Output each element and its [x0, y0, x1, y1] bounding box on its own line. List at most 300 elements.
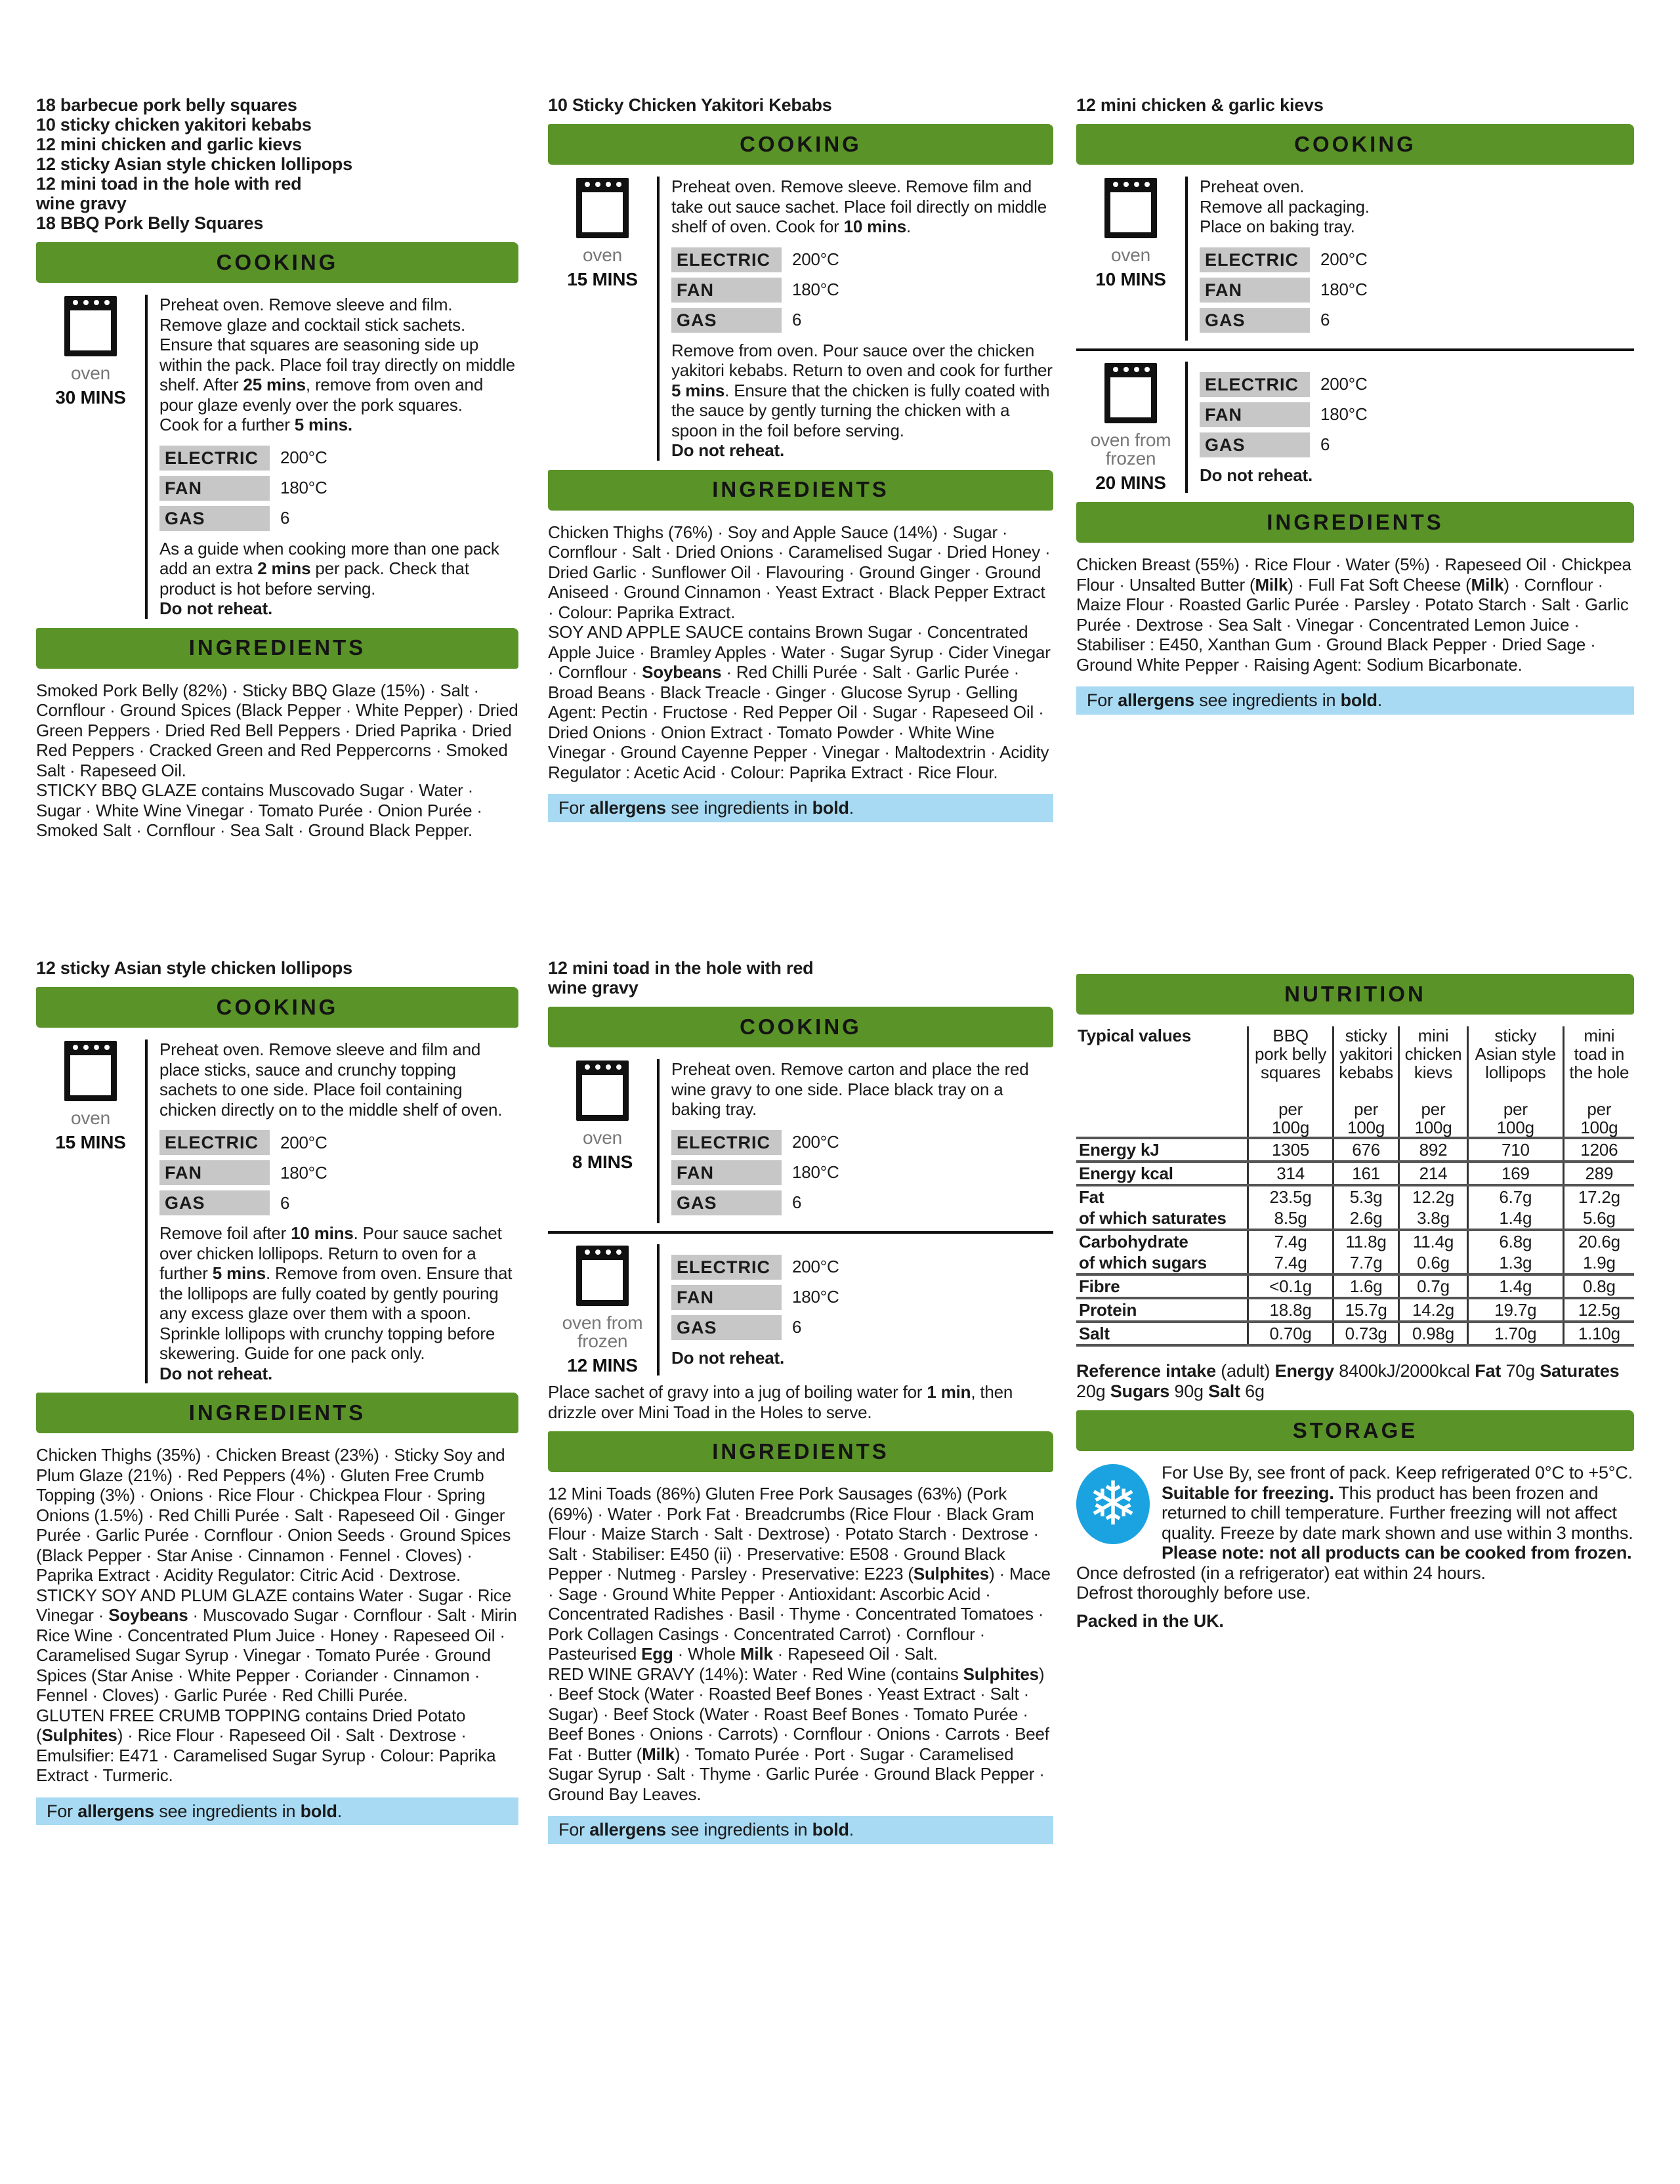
cooking-method: [548, 1231, 1053, 1376]
oven-icon: [576, 178, 629, 238]
method-icon-column: [1076, 177, 1188, 341]
cooking-time: 15 MINS: [55, 1132, 126, 1152]
nutrient-value: 18.8g: [1248, 1298, 1334, 1322]
temperature-table: [1200, 369, 1634, 460]
column-header: BBQ pork belly squares per 100g: [1248, 1026, 1334, 1138]
product-panel: [1076, 95, 1634, 715]
text-run: ) · Cornflour · Maize Flour · Roasted Garlic Purée · Parsley · Potato Starch · Salt · Garlic Purée · Dextrose · Sea Salt · Vinegar · Concentrated Lemon Juice · Stabiliser : E450, Xanthan Gum · Ground Black Pepper · Dried Sage · Ground White Pepper · Raising Agent: Sodium Bicarbonate.: [1076, 574, 1629, 675]
nutrient-value: 17.2g: [1563, 1185, 1634, 1208]
text-run: see ingredients in: [1194, 690, 1341, 710]
oven-type: ELECTRIC: [1200, 372, 1310, 397]
nutrient-value: 19.7g: [1467, 1298, 1563, 1322]
temperature-value: 180°C: [792, 1287, 839, 1307]
text-run: 6g: [1240, 1381, 1265, 1401]
ingredients-banner: INGREDIENTS: [1076, 502, 1634, 543]
text-run: . Pour sauce sachet over chicken lollipops. Return to oven for a further: [159, 1223, 502, 1283]
bold-text: 10 mins: [291, 1223, 354, 1243]
cooking-instructions: [36, 295, 518, 619]
nutrition-row: [1076, 1138, 1634, 1162]
allergen-notice: [548, 794, 1053, 822]
nutrient-value: 1.6g: [1334, 1274, 1399, 1298]
ingredients-list: [36, 1445, 518, 1786]
title-line: 12 mini toad in the hole with red: [36, 174, 302, 194]
oven-type: GAS: [671, 308, 782, 333]
bold-text: Milk: [642, 1744, 675, 1764]
text-run: per pack. Check that product is hot before serving.: [159, 558, 469, 598]
cooking-method: [548, 177, 1053, 461]
nutrient-label: of which saturates: [1079, 1208, 1227, 1228]
bold-text: Please note: not all products can be cooked from frozen.: [1162, 1543, 1632, 1563]
oven-type: ELECTRIC: [671, 1255, 782, 1280]
bold-text: allergens: [589, 1820, 666, 1839]
ingredients-list: [36, 681, 518, 841]
bold-text: Salt: [1208, 1381, 1240, 1401]
nutrient-value: 1305: [1248, 1138, 1334, 1162]
temperature-value: 180°C: [1320, 280, 1368, 300]
oven-type: GAS: [671, 1190, 782, 1215]
text-run: Chicken Thighs (76%) · Soy and Apple Sauce (14%) · Sugar · Cornflour · Salt · Dried Onions · Caramelised Sugar · Dried Honey · Dried Garlic · Sunflower Oil · Flavouring · Ground Ginger · Ground Aniseed · Ground Cinnamon · Yeast Extract · Black Pepper Extract · Colour: Paprika Extract.: [548, 522, 1051, 622]
bold-text: bold: [812, 798, 849, 818]
temperature-value: 180°C: [280, 1162, 327, 1183]
cooking-method: [36, 1040, 518, 1383]
cooking-method: [1076, 177, 1634, 341]
text-run: , then drizzle over Mini Toad in the Holes to serve.: [548, 1382, 1013, 1422]
nutrition-row: [1076, 1185, 1634, 1208]
text-run: (adult): [1215, 1361, 1275, 1381]
title-line: 18 BBQ Pork Belly Squares: [36, 213, 264, 233]
cooking-banner: COOKING: [36, 987, 518, 1028]
nutrition-table: [1076, 1026, 1634, 1349]
bold-text: Reference intake: [1076, 1361, 1216, 1381]
nutrient-label: Carbohydrate: [1076, 1230, 1248, 1252]
bold-text: Do not reheat.: [671, 440, 784, 460]
text-run: SOY AND APPLE SAUCE contains Brown Sugar · Concentrated Apple Juice · Bramley Apples · Water · Sugar Syrup · Cider Vinegar · Cornflour ·: [548, 622, 1051, 682]
title-line: wine gravy: [36, 194, 127, 213]
text-run: Place sachet of gravy into a jug of boiling water for: [548, 1382, 927, 1402]
product-panel: [548, 95, 1053, 822]
text-run: 90g: [1169, 1381, 1209, 1401]
nutrient-value: 15.7g: [1334, 1298, 1399, 1322]
temperature-value: 180°C: [280, 478, 327, 498]
cooking-method: [548, 1059, 1053, 1223]
ingredients-text: [36, 1445, 518, 1586]
bold-text: Do not reheat.: [1200, 465, 1312, 485]
temperature-row: [1200, 245, 1634, 275]
temperature-table: [671, 1252, 1053, 1343]
method-label: oven from frozen: [1090, 429, 1171, 469]
oven-icon: [1104, 178, 1157, 238]
method-label: oven: [71, 1108, 110, 1128]
bold-text: Milk: [1471, 574, 1504, 595]
cooking-time: 12 MINS: [567, 1354, 638, 1376]
nutrient-value: 289: [1563, 1162, 1634, 1185]
text-run: Cook for a further: [159, 415, 295, 434]
bold-text: allergens: [589, 798, 666, 818]
method-icon-column: [548, 177, 660, 461]
nutrient-label: of which sugars: [1079, 1253, 1207, 1272]
text-run: Chicken Thighs (35%) · Chicken Breast (23%) · Sticky Soy and Plum Glaze (21%) · Red Peppers (4%) · Gluten Free Crumb Topping (3%) · Onions · Rice Flour · Chickpea Flour · Spring Onions (1.5%) · Red Chilli Purée · Salt · Rapeseed Oil · Ginger Purée · Garlic Purée · Cornflour · Onion Seeds · Ground Spices (Black Pepper · Star Anise · Cinnamon · Fennel · Cloves) · Paprika Extract · Acidity Regulator: Citric Acid · Dextrose.: [36, 1445, 511, 1585]
bold-text: Do not reheat.: [159, 598, 272, 618]
instruction-text: [1200, 217, 1634, 237]
cooking-banner: COOKING: [548, 1007, 1053, 1047]
title-line: 12 mini chicken & garlic kievs: [1076, 95, 1324, 115]
nutrition-row: [1076, 1322, 1634, 1345]
ingredients-text: [548, 1664, 1053, 1805]
bold-text: 1 min: [927, 1382, 971, 1402]
method-icon-column: [36, 1040, 148, 1383]
instruction-text: [671, 177, 1053, 237]
temperature-value: 200°C: [280, 448, 327, 468]
ingredients-text: [36, 681, 518, 781]
temperature-row: [1200, 400, 1634, 430]
temperature-table: [671, 245, 1053, 335]
table-bottom-rule: [1076, 1345, 1634, 1349]
nutrient-value: 0.73g: [1334, 1322, 1399, 1345]
text-run: Once defrosted (in a refrigerator) eat within 24 hours.: [1076, 1563, 1486, 1583]
nutrient-value: 7.7g: [1334, 1252, 1399, 1274]
cooking-time: 10 MINS: [1095, 269, 1166, 289]
ingredients-list: [1076, 555, 1634, 675]
nutrient-value: 11.4g: [1399, 1230, 1468, 1252]
oven-type: ELECTRIC: [671, 247, 782, 272]
method-label: oven from frozen: [562, 1312, 643, 1351]
bold-text: Sulphites: [963, 1664, 1039, 1684]
nutrient-value: 676: [1334, 1138, 1399, 1162]
method-steps: [148, 295, 518, 619]
bold-text: Egg: [641, 1644, 673, 1664]
bold-text: 5 mins: [671, 380, 725, 400]
text-run: This product has been frozen and returned to chill temperature. Further freezing will not affect quality. Freeze by date mark shown and use within 3 months.: [1162, 1482, 1633, 1543]
title-line: 12 sticky Asian style chicken lollipops: [36, 958, 352, 978]
nutrition-header-row: [1076, 1026, 1634, 1138]
temperature-value: 6: [280, 1192, 290, 1213]
temperature-value: 200°C: [1320, 374, 1368, 394]
oven-icon: [576, 1246, 629, 1306]
oven-icon: [1104, 363, 1157, 423]
instruction-text: [159, 1040, 518, 1120]
cooking-instructions: [548, 177, 1053, 461]
temperature-value: 6: [792, 310, 802, 330]
text-run: 20g: [1076, 1381, 1110, 1401]
snowflake-icon: ❄: [1076, 1464, 1150, 1544]
text-run: 70g: [1501, 1361, 1540, 1381]
nutrient-value: 1.4g: [1467, 1274, 1563, 1298]
text-run: ) · Rice Flour · Rapeseed Oil · Salt · Dextrose · Emulsifier: E471 · Caramelised Sugar Syrup · Colour: Paprika Extract · Turmeric.: [36, 1725, 496, 1785]
product-title: [1076, 95, 1634, 115]
nutrient-value: 5.6g: [1563, 1208, 1634, 1230]
bold-text: 2 mins: [257, 558, 311, 578]
text-run: .: [1377, 690, 1383, 710]
temperature-value: 200°C: [280, 1132, 327, 1152]
nutrition-banner: NUTRITION: [1076, 974, 1634, 1015]
nutrient-label: Fat: [1076, 1185, 1248, 1208]
allergen-notice: [548, 1816, 1053, 1844]
nutrient-value: 11.8g: [1334, 1230, 1399, 1252]
nutrient-value: 6.7g: [1467, 1185, 1563, 1208]
instruction-note: [671, 341, 1053, 441]
serving-instruction: [548, 1382, 1053, 1422]
text-run: Preheat oven. Remove sleeve and film. Remove glaze and cocktail stick sachets. Ensure that squares are seasoning side up within the pack. Place foil tray directly on middle shelf. After: [159, 295, 515, 394]
product-title: [548, 958, 1053, 998]
bold-text: Milk: [1255, 574, 1288, 595]
temperature-row: [159, 443, 518, 473]
method-steps: [1188, 362, 1634, 494]
rule: [1076, 1345, 1634, 1349]
text-run: .: [849, 798, 854, 818]
text-run: · Rapeseed Oil · Salt.: [772, 1644, 938, 1664]
text-run: Remove foil after: [159, 1223, 291, 1243]
text-run: .: [849, 1820, 854, 1839]
bold-text: bold: [812, 1820, 849, 1839]
text-run: For: [1087, 690, 1118, 710]
ingredients-text: [1076, 555, 1634, 675]
oven-type: FAN: [671, 1160, 782, 1185]
column-header: sticky yakitori kebabs per 100g: [1334, 1026, 1399, 1138]
packed-in-text: Packed in the UK.: [1076, 1610, 1224, 1631]
temperature-row: [1200, 430, 1634, 460]
temperature-row: [159, 1188, 518, 1218]
oven-type: GAS: [1200, 308, 1310, 333]
temperature-table: [159, 443, 518, 534]
text-run: see ingredients in: [154, 1801, 301, 1821]
title-line: 18 barbecue pork belly squares: [36, 95, 297, 115]
cooking-method: [36, 295, 518, 619]
nutrient-value: <0.1g: [1248, 1274, 1334, 1298]
defrost-text: [1076, 1563, 1634, 1584]
oven-type: ELECTRIC: [159, 1130, 270, 1155]
nutrient-value: 1.4g: [1467, 1208, 1563, 1230]
bold-text: allergens: [77, 1801, 154, 1821]
oven-type: GAS: [1200, 432, 1310, 457]
cooking-instructions: [36, 1040, 518, 1383]
method-steps: [148, 1040, 518, 1383]
text-run: Preheat oven. Remove sleeve. Remove film and take out sauce sachet. Place foil directly on middle shelf of oven. Cook for: [671, 177, 1047, 236]
nutrient-value: 1.10g: [1563, 1322, 1634, 1345]
nutrient-value: 1.9g: [1563, 1252, 1634, 1274]
nutrition-panel: [1076, 965, 1634, 1631]
bold-text: Soybeans: [108, 1605, 188, 1625]
nutrient-value: 6.8g: [1467, 1230, 1563, 1252]
text-run: Place on baking tray.: [1200, 217, 1355, 236]
text-run: · Red Chilli Purée · Salt · Garlic Purée · Broad Beans · Black Treacle · Ginger · Glucose Syrup · Gelling Agent: Pectin · Fructose · Red Pepper Oil · Sugar · Rapeseed Oil · Dried Onions · Onion Extract · Tomato Powder · White Wine Vinegar · Ground Cayenne Pepper · Vinegar · Maltodextrin · Acidity Regulator : Acetic Acid · Colour: Paprika Extract · Rice Flour.: [548, 662, 1049, 782]
bold-text: 5 mins: [212, 1263, 266, 1283]
cooking-banner: COOKING: [36, 242, 518, 283]
ingredients-banner: INGREDIENTS: [548, 470, 1053, 511]
temperature-table: [159, 1127, 518, 1218]
temperature-row: [1200, 369, 1634, 400]
nutrient-value: 1206: [1563, 1138, 1634, 1162]
temperature-row: [671, 245, 1053, 275]
nutrient-value: 12.2g: [1399, 1185, 1468, 1208]
nutrition-row: [1076, 1298, 1634, 1322]
text-run: · Muscovado Sugar · Cornflour · Salt · Mirin Rice Wine · Concentrated Plum Juice · Honey · Rapeseed Oil · Caramelised Sugar Syrup · Vinegar · Tomato Purée · Ground Spices (Star Anise · White Pepper · Coriander · Cinnamon · Fennel · Cloves) · Garlic Purée · Red Chilli Purée.: [36, 1605, 517, 1705]
temperature-row: [159, 473, 518, 503]
nutrient-value: 710: [1467, 1138, 1563, 1162]
nutrient-value: 20.6g: [1563, 1230, 1634, 1252]
oven-icon: [576, 1060, 629, 1121]
ingredients-text: [548, 622, 1053, 782]
text-run: As a guide when cooking more than one pack add an extra: [159, 538, 499, 578]
oven-type: ELECTRIC: [1200, 247, 1310, 272]
temperature-row: [159, 1158, 518, 1188]
instruction-note: [671, 1348, 1053, 1368]
temperature-row: [671, 275, 1053, 305]
method-label: oven: [71, 363, 110, 383]
bold-text: Sulphites: [41, 1725, 117, 1745]
bold-text: bold: [300, 1801, 337, 1821]
nutrient-value: 0.98g: [1399, 1322, 1468, 1345]
method-label: oven: [583, 1127, 622, 1148]
title-line: 10 Sticky Chicken Yakitori Kebabs: [548, 95, 832, 115]
storage-info: [1076, 1463, 1634, 1631]
text-run: GLUTEN FREE CRUMB TOPPING contains Dried Potato (: [36, 1705, 466, 1745]
method-steps: [1188, 177, 1634, 341]
bold-text: Sugars: [1110, 1381, 1170, 1401]
text-run: Remove from oven. Pour sauce over the chicken yakitori kebabs. Return to oven and cook for further: [671, 340, 1053, 380]
oven-type: FAN: [671, 278, 782, 303]
temperature-row: [671, 1282, 1053, 1312]
instruction-note: [671, 440, 1053, 461]
bold-text: Saturates: [1540, 1361, 1620, 1381]
nutrient-value: 169: [1467, 1162, 1563, 1185]
temperature-value: 180°C: [1320, 404, 1368, 425]
bold-text: Fat: [1475, 1361, 1502, 1381]
nutrient-value: 3.8g: [1399, 1208, 1468, 1230]
ingredients-text: [548, 522, 1053, 623]
storage-text: [1076, 1463, 1634, 1543]
nutrient-label: Energy kJ: [1076, 1138, 1248, 1162]
text-run: , remove from oven and pour glaze evenly over the pork squares.: [159, 375, 484, 415]
product-title: [36, 95, 518, 233]
bold-text: Sulphites: [913, 1564, 990, 1584]
text-run: STICKY SOY AND PLUM GLAZE contains Water · Sugar · Rice Vinegar ·: [36, 1585, 511, 1625]
text-run: STICKY BBQ GLAZE contains Muscovado Sugar · Water · Sugar · White Wine Vinegar · Tomato Purée · Onion Purée · Smoked Salt · Cornflour · Sea Salt · Ground Black Pepper.: [36, 780, 482, 840]
nutrient-label: Fibre: [1076, 1274, 1248, 1298]
text-run: · Whole: [673, 1644, 740, 1664]
product-panel: [36, 958, 518, 1825]
instruction-note: [159, 539, 518, 599]
text-run: Remove all packaging.: [1200, 196, 1370, 217]
oven-type: GAS: [159, 506, 270, 531]
cooking-time: 8 MINS: [572, 1152, 633, 1172]
bold-text: 25 mins: [243, 375, 306, 394]
instruction-note: [159, 1364, 518, 1384]
oven-type: GAS: [159, 1190, 270, 1215]
temperature-row: [671, 1158, 1053, 1188]
text-run: .: [337, 1801, 343, 1821]
nutrient-value: 0.6g: [1399, 1252, 1468, 1274]
temperature-value: 6: [280, 508, 290, 528]
product-panel: [36, 95, 518, 841]
instruction-note: [1200, 465, 1634, 486]
method-icon-column: [36, 295, 148, 619]
nutrition-row: [1076, 1252, 1634, 1274]
nutrient-value: 314: [1248, 1162, 1334, 1185]
text-run: ) · Beef Stock (Water · Roasted Beef Bones · Yeast Extract · Salt · Sugar) · Beef Stock (Water · Roast Beef Bones · Tomato Purée · Beef Bones · Onions · Carrots) · Cornflour · Onions · Carrots · Beef Fat · Butter (: [548, 1664, 1049, 1764]
text-run: Smoked Pork Belly (82%) · Sticky BBQ Glaze (15%) · Salt · Cornflour · Ground Spices (Black Pepper · White Pepper) · Dried Green Peppers · Dried Red Bell Peppers · Dried Paprika · Dried Red Peppers · Cracked Green and Red Peppercorns · Smoked Salt · Rapeseed Oil.: [36, 680, 518, 780]
nutrient-value: 8.5g: [1248, 1208, 1334, 1230]
instruction-text: [671, 1059, 1053, 1120]
temperature-row: [159, 503, 518, 534]
bold-text: 10 mins: [843, 217, 907, 236]
title-line: 12 mini chicken and garlic kievs: [36, 135, 302, 154]
text-run: For: [558, 798, 590, 818]
text-run: For: [47, 1801, 78, 1821]
ingredients-text: [548, 1484, 1053, 1664]
nutrient-value: 5.3g: [1334, 1185, 1399, 1208]
oven-type: FAN: [1200, 278, 1310, 303]
ingredients-list: [548, 1484, 1053, 1804]
column-header: sticky Asian style lollipops per 100g: [1467, 1026, 1563, 1138]
bold-text: Suitable for freezing.: [1162, 1482, 1334, 1503]
instruction-text: [1200, 177, 1634, 197]
cooking-banner: COOKING: [548, 124, 1053, 165]
temperature-value: 200°C: [792, 249, 839, 270]
nutrient-value: 1.70g: [1467, 1322, 1563, 1345]
nutrient-label: Protein: [1076, 1298, 1248, 1322]
bold-text: Soybeans: [642, 662, 722, 682]
text-run: 8400kJ/2000kcal: [1334, 1361, 1475, 1381]
text-run: Chicken Breast (55%) · Rice Flour · Water (5%) · Rapeseed Oil · Chickpea Flour · Unsalted Butter (: [1076, 555, 1631, 595]
instruction-text: [159, 295, 518, 415]
nutrient-value: 892: [1399, 1138, 1468, 1162]
allergen-notice: [1076, 686, 1634, 715]
cooking-instructions: [548, 1059, 1053, 1376]
temperature-row: [671, 1188, 1053, 1218]
temperature-value: 200°C: [1320, 249, 1368, 270]
storage-banner: STORAGE: [1076, 1410, 1634, 1451]
oven-type: GAS: [671, 1315, 782, 1340]
text-run: ) · Full Fat Soft Cheese (: [1288, 574, 1471, 595]
text-run: Preheat oven. Remove sleeve and film and place sticks, sauce and crunchy topping sachets to one side. Place foil containing chicken directly on to the middle shelf of oven.: [159, 1040, 503, 1120]
nutrient-value: 7.4g: [1248, 1252, 1334, 1274]
temperature-row: [159, 1127, 518, 1158]
method-label: oven: [1111, 245, 1150, 265]
ingredients-banner: INGREDIENTS: [36, 1393, 518, 1433]
temperature-row: [1200, 275, 1634, 305]
method-icon-column: [548, 1059, 660, 1223]
bold-text: Do not reheat.: [159, 1363, 272, 1383]
nutrition-row: [1076, 1208, 1634, 1230]
text-run: .: [906, 217, 912, 236]
nutrition-row: [1076, 1274, 1634, 1298]
temperature-value: 6: [792, 1192, 802, 1213]
cooking-banner: COOKING: [1076, 124, 1634, 165]
ingredients-text: [36, 1706, 518, 1786]
nutrient-value: 23.5g: [1248, 1185, 1334, 1208]
ingredients-text: [36, 1586, 518, 1706]
ingredients-text: [36, 780, 518, 841]
instruction-note: [159, 598, 518, 619]
bold-text: 5 mins.: [294, 415, 352, 434]
temperature-row: [671, 305, 1053, 335]
temperature-row: [1200, 305, 1634, 335]
instruction-text: [159, 415, 518, 435]
product-title: [36, 958, 518, 978]
title-line: wine gravy: [548, 978, 639, 998]
cooking-time: 30 MINS: [55, 387, 126, 408]
text-run: For Use By, see front of pack. Keep refrigerated 0°C to +5°C.: [1162, 1463, 1633, 1482]
title-line: 12 mini toad in the hole with red: [548, 958, 814, 978]
defrost-text: [1076, 1583, 1634, 1603]
nutrient-value: 0.70g: [1248, 1322, 1334, 1345]
nutrient-label: Salt: [1076, 1322, 1248, 1345]
temperature-table: [1200, 245, 1634, 335]
text-run: see ingredients in: [665, 798, 812, 818]
oven-type: FAN: [671, 1285, 782, 1310]
text-run: 12 Mini Toads (86%) Gluten Free Pork Sausages (63%) (Pork (69%) · Water · Pork Fat · Breadcrumbs (Rice Flour · Black Gram Flour · Maize Starch · Salt · Dextrose) · Potato Starch · Dextrose · Salt · Stabiliser: E450 (ii) · Preservative: E508 · Ground Black Pepper · Nutmeg · Parsley · Preservative: E223 (: [548, 1484, 1039, 1584]
text-run: For: [558, 1820, 590, 1839]
